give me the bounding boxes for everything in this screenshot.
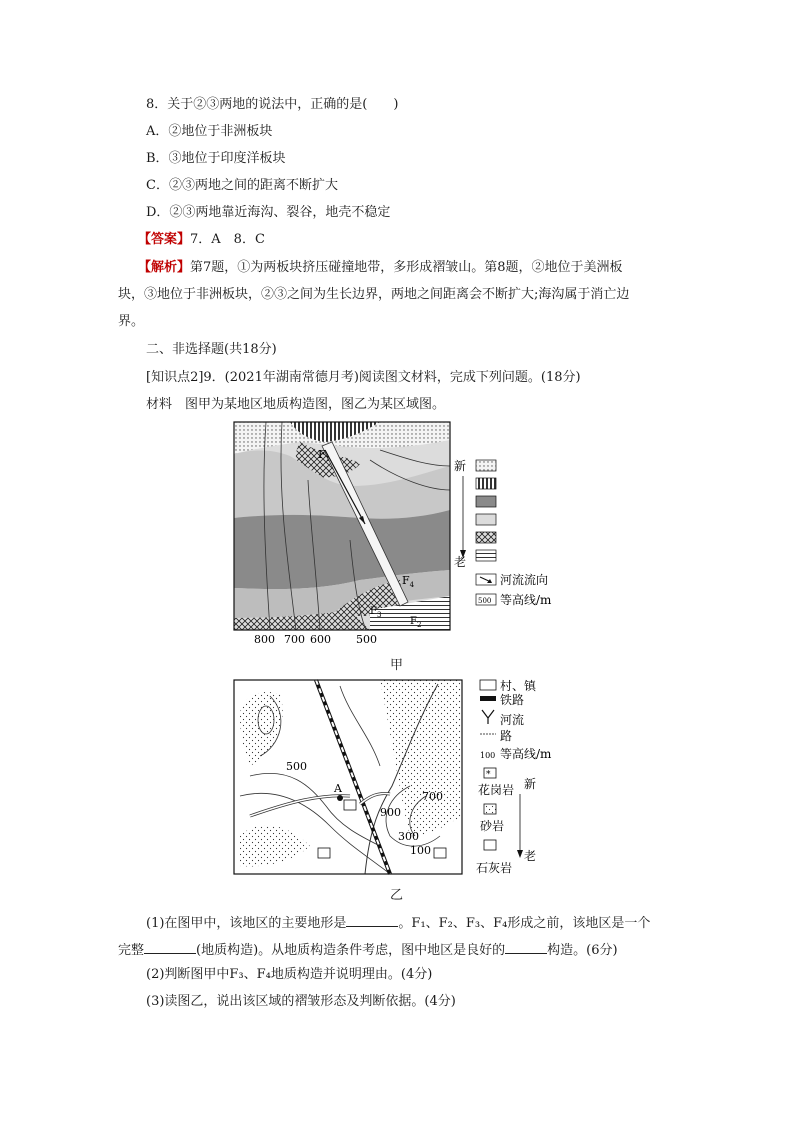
legend-contour-sample: 500 <box>478 597 492 605</box>
contour-label: 700 <box>284 633 305 646</box>
limestone-icon <box>484 840 496 850</box>
legend-swatch-3 <box>476 496 496 507</box>
q9-material: 材料 图甲为某地区地质构造图，图乙为某区域图。 <box>146 397 446 412</box>
subquestion-1-line2 <box>118 939 618 960</box>
answer-blank-3[interactable] <box>505 939 547 954</box>
answer-blank-1[interactable] <box>346 912 398 927</box>
legend-river-label: 河流流向 <box>500 573 549 587</box>
sub1-text-part4: (地质构造)。从地质构造条件考虑，图中地区是良好的 <box>196 943 506 958</box>
figure-yi-caption: 乙 <box>390 888 404 903</box>
geology-map-jia <box>234 422 450 630</box>
sub1-text-part2: 。F₁、F₂、F₃、F₄形成之前，该地区是一个 <box>398 916 651 931</box>
town-icon <box>480 680 496 690</box>
fault-f-label: $F_1$ <box>318 448 331 463</box>
contour-label: 600 <box>310 633 331 646</box>
legend-swatch-2 <box>476 478 496 489</box>
answer-line <box>138 231 265 249</box>
legend-yi <box>476 678 552 875</box>
q8-option-d: D．②③两地靠近海沟、裂谷，地壳不稳定 <box>146 205 391 220</box>
legend-sandstone-label: 砂岩 <box>480 819 505 833</box>
answer-tag: 【答案】 <box>138 232 191 247</box>
legend-town-label: 村、镇 <box>500 679 537 693</box>
legend-road-label: 路 <box>500 729 513 743</box>
legend-contour-sample: 100 <box>480 751 496 760</box>
legend-new-label: 新 <box>454 459 467 473</box>
subquestion-1-line1 <box>146 912 650 933</box>
point-a-marker <box>337 795 343 801</box>
legend-rail-label: 铁路 <box>500 693 525 707</box>
legend-old-label: 老 <box>454 555 467 569</box>
q8-option-c: C．②③两地之间的距离不断扩大 <box>146 178 338 193</box>
contour-tick-labels <box>254 633 377 646</box>
analysis-text-3: 界。 <box>118 314 145 329</box>
legend-jia <box>454 459 552 607</box>
town-marker <box>318 848 330 858</box>
figure-yi <box>230 676 570 882</box>
town-marker <box>344 800 356 810</box>
legend-swatch-1 <box>476 460 496 471</box>
contour-label: 500 <box>356 633 377 646</box>
railway-icon <box>480 696 496 701</box>
q8-option-b: B．③地位于印度洋板块 <box>146 151 286 166</box>
map-contour-label: 700 <box>422 790 443 803</box>
legend-contour-label: 等高线/m <box>500 593 552 607</box>
analysis-line-1 <box>138 259 623 277</box>
map-contour-label: 300 <box>398 830 419 843</box>
fault-f3-label: $F_3$ <box>370 606 382 619</box>
legend-swatch-4 <box>476 514 496 525</box>
analysis-text-1: 第7题，①为两板块挤压碰撞地带，多形成褶皱山。第8题，②地位于美洲板 <box>190 260 623 275</box>
fault-f2-label: $F_2$ <box>410 616 422 629</box>
legend-river-label: 河流 <box>500 713 525 727</box>
legend-contour-label: 等高线/m <box>500 747 552 761</box>
subquestion-2: (2)判断图甲中F₃、F₄地质构造并说明理由。(4分) <box>146 967 433 982</box>
map-contour-label: 100 <box>410 844 431 857</box>
granite-glyph-icon: * <box>486 770 491 780</box>
q9-header: [知识点2]9．(2021年湖南常德月考)阅读图文材料，完成下列问题。(18分) <box>146 370 581 385</box>
legend-limestone-label: 石灰岩 <box>476 861 513 875</box>
legend-swatch-6 <box>476 550 496 561</box>
figure-jia <box>230 420 570 648</box>
figure-jia-caption: 甲 <box>390 658 404 673</box>
legend-new-label: 新 <box>524 777 537 791</box>
q8-stem: 8．关于②③两地的说法中，正确的是( ) <box>146 97 399 112</box>
legend-swatch-5 <box>476 532 496 543</box>
analysis-tag: 【解析】 <box>138 260 191 275</box>
legend-granite-label: 花岗岩 <box>478 783 515 797</box>
sub1-text-part1: (1)在图甲中，该地区的主要地形是 <box>146 916 347 931</box>
river-icon <box>482 710 494 724</box>
contour-label: 800 <box>254 633 275 646</box>
map-contour-label: 500 <box>286 760 307 773</box>
map-contour-label: 900 <box>380 806 401 819</box>
section-heading: 二、非选择题(共18分) <box>146 342 277 357</box>
answer-text: 7．A 8．C <box>190 232 265 247</box>
subquestion-3: (3)读图乙，说出该区域的褶皱形态及判断依据。(4分) <box>146 994 456 1009</box>
town-marker <box>434 848 446 858</box>
q8-option-a: A．②地位于非洲板块 <box>146 124 273 139</box>
legend-old-label: 老 <box>524 849 537 863</box>
answer-blank-2[interactable] <box>144 939 196 954</box>
analysis-text-2: 块，③地位于非洲板块，②③之间为生长边界，两地之间距离会不断扩大;海沟属于消亡边 <box>118 287 630 302</box>
point-a-label: A <box>334 782 342 795</box>
fault-f4-label: $F_4$ <box>402 574 415 589</box>
sub1-text-part5: 构造。(6分) <box>547 943 618 958</box>
sandstone-icon <box>484 804 496 814</box>
sub1-text-part3: 完整 <box>118 943 145 958</box>
